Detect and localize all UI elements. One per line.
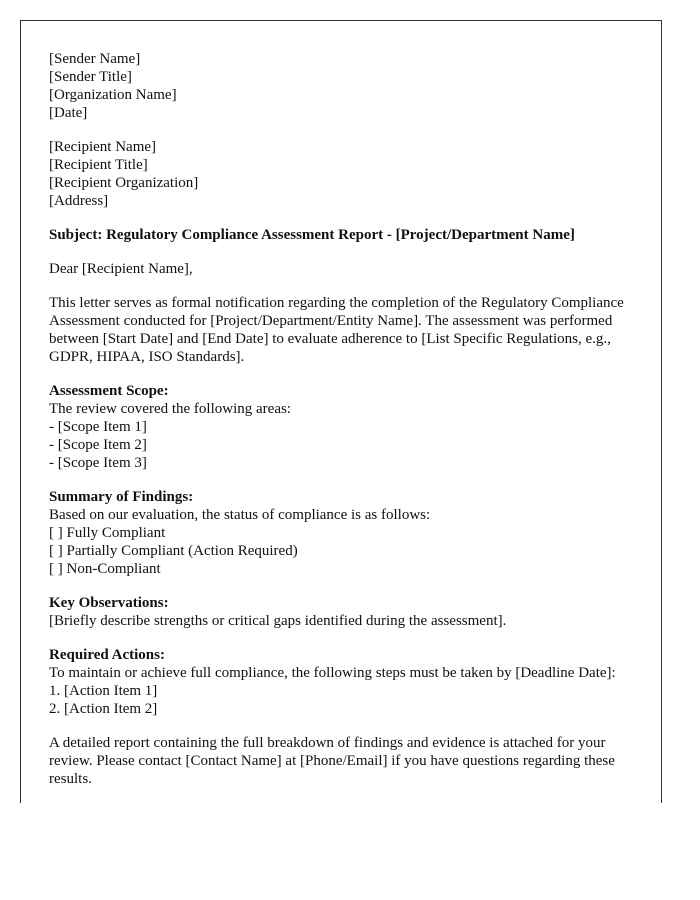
observations-line: [Briefly describe strengths or critical gaps identified during the assessment].	[49, 613, 507, 629]
actions-line: To maintain or achieve full compliance, the following steps must be taken by [Deadline Date]:	[49, 665, 616, 681]
action-item: 2. [Action Item 2]	[49, 701, 158, 717]
findings-option: [ ] Non-Compliant	[49, 561, 161, 577]
salutation: Dear [Recipient Name],	[49, 261, 193, 277]
action-item: 1. [Action Item 1]	[49, 683, 158, 699]
closing-paragraph: A detailed report containing the full breakdown of findings and evidence is attached for your review. Please contact [Contact Name] at [Phone/Email] if you have questions regarding these results.	[49, 735, 615, 787]
findings-option: [ ] Fully Compliant	[49, 525, 166, 541]
recipient-name: [Recipient Name]	[49, 139, 157, 155]
scope-heading: Assessment Scope:	[49, 383, 169, 399]
observations-heading: Key Observations:	[49, 595, 169, 611]
scope-line: The review covered the following areas:	[49, 401, 291, 417]
subject-line: Subject: Regulatory Compliance Assessment Report - [Project/Department Name]	[49, 227, 575, 243]
letter-date: [Date]	[49, 105, 88, 121]
scope-line: - [Scope Item 2]	[49, 437, 147, 453]
scope-line: - [Scope Item 3]	[49, 455, 147, 471]
findings-line: Based on our evaluation, the status of compliance is as follows:	[49, 507, 431, 523]
sender-organization: [Organization Name]	[49, 87, 177, 103]
scope-line: - [Scope Item 1]	[49, 419, 147, 435]
sender-block	[49, 50, 632, 122]
recipient-title: [Recipient Title]	[49, 157, 148, 173]
findings-section	[49, 488, 632, 578]
sender-title: [Sender Title]	[49, 69, 132, 85]
intro-paragraph: This letter serves as formal notification regarding the completion of the Regulatory Compliance Assessment conducted for [Project/Department/Entity Name]. The assessment was performed between [Start Date] and [End Date] to evaluate adherence to [List Specific Regulations, e.g., GDPR, HIPAA, ISO Standards].	[49, 295, 624, 365]
findings-option: [ ] Partially Compliant (Action Required)	[49, 543, 298, 559]
sender-name: [Sender Name]	[49, 51, 141, 67]
letter-page	[20, 20, 662, 803]
recipient-organization: [Recipient Organization]	[49, 175, 199, 191]
observations-section	[49, 594, 632, 630]
actions-section	[49, 646, 632, 718]
recipient-address: [Address]	[49, 193, 109, 209]
findings-heading: Summary of Findings:	[49, 489, 194, 505]
scope-section	[49, 382, 632, 472]
recipient-block	[49, 138, 632, 210]
actions-heading: Required Actions:	[49, 647, 165, 663]
